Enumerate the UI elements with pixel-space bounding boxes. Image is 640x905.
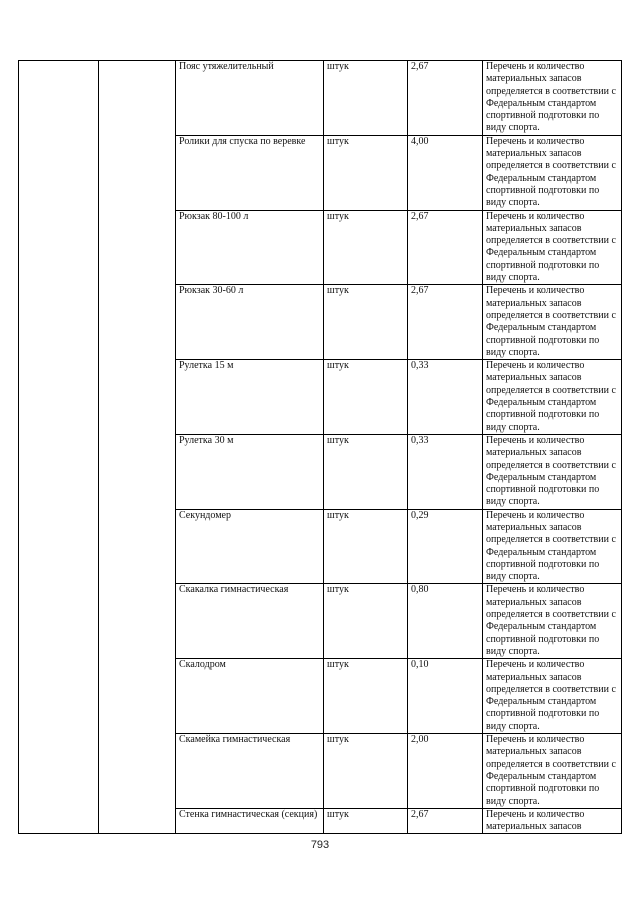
quantity-cell: 0,80: [408, 584, 483, 659]
item-name-cell: Пояс утяжелительный: [176, 61, 324, 136]
item-name-cell: Скамейка гимнастическая: [176, 734, 324, 809]
unit-cell: штук: [324, 360, 408, 435]
note-cell: Перечень и количество материальных запасов определяется в соответствии с Федеральным стандартом спортивной подготовки по виду спорта.: [483, 659, 622, 734]
note-cell: Перечень и количество материальных запасов определяется в соответствии с Федеральным стандартом спортивной подготовки по виду спорта.: [483, 434, 622, 509]
note-cell: Перечень и количество материальных запасов определяется в соответствии с Федеральным стандартом спортивной подготовки по виду спорта.: [483, 509, 622, 584]
quantity-cell: 2,67: [408, 285, 483, 360]
col-empty-1: [19, 61, 99, 834]
unit-cell: штук: [324, 509, 408, 584]
quantity-cell: 2,67: [408, 808, 483, 834]
quantity-cell: 2,67: [408, 61, 483, 136]
note-cell: Перечень и количество материальных запасов определяется в соответствии с Федеральным стандартом спортивной подготовки по виду спорта.: [483, 135, 622, 210]
note-cell: Перечень и количество материальных запасов определяется в соответствии с Федеральным стандартом спортивной подготовки по виду спорта.: [483, 210, 622, 285]
unit-cell: штук: [324, 285, 408, 360]
item-name-cell: Стенка гимнастическая (секция): [176, 808, 324, 834]
item-name-cell: Рюкзак 80-100 л: [176, 210, 324, 285]
unit-cell: штук: [324, 135, 408, 210]
unit-cell: штук: [324, 210, 408, 285]
item-name-cell: Ролики для спуска по веревке: [176, 135, 324, 210]
quantity-cell: 0,33: [408, 434, 483, 509]
note-cell: Перечень и количество материальных запасов: [483, 808, 622, 834]
unit-cell: штук: [324, 808, 408, 834]
note-cell: Перечень и количество материальных запасов определяется в соответствии с Федеральным стандартом спортивной подготовки по виду спорта.: [483, 584, 622, 659]
note-cell: Перечень и количество материальных запасов определяется в соответствии с Федеральным стандартом спортивной подготовки по виду спорта.: [483, 734, 622, 809]
item-name-cell: Рулетка 30 м: [176, 434, 324, 509]
item-name-cell: Рулетка 15 м: [176, 360, 324, 435]
item-name-cell: Скалодром: [176, 659, 324, 734]
item-name-cell: Рюкзак 30-60 л: [176, 285, 324, 360]
unit-cell: штук: [324, 434, 408, 509]
unit-cell: штук: [324, 734, 408, 809]
table-row: [19, 61, 622, 136]
quantity-cell: 0,10: [408, 659, 483, 734]
quantity-cell: 0,33: [408, 360, 483, 435]
item-name-cell: Секундомер: [176, 509, 324, 584]
item-name-cell: Скакалка гимнастическая: [176, 584, 324, 659]
quantity-cell: 2,00: [408, 734, 483, 809]
note-cell: Перечень и количество материальных запасов определяется в соответствии с Федеральным стандартом спортивной подготовки по виду спорта.: [483, 285, 622, 360]
note-cell: Перечень и количество материальных запасов определяется в соответствии с Федеральным стандартом спортивной подготовки по виду спорта.: [483, 61, 622, 136]
quantity-cell: 4,00: [408, 135, 483, 210]
quantity-cell: 0,29: [408, 509, 483, 584]
unit-cell: штук: [324, 61, 408, 136]
col-empty-2: [99, 61, 176, 834]
unit-cell: штук: [324, 659, 408, 734]
note-cell: Перечень и количество материальных запасов определяется в соответствии с Федеральным стандартом спортивной подготовки по виду спорта.: [483, 360, 622, 435]
materials-table: [18, 60, 622, 834]
quantity-cell: 2,67: [408, 210, 483, 285]
unit-cell: штук: [324, 584, 408, 659]
page-number: 793: [310, 839, 330, 851]
materials-table-body: [19, 61, 622, 834]
